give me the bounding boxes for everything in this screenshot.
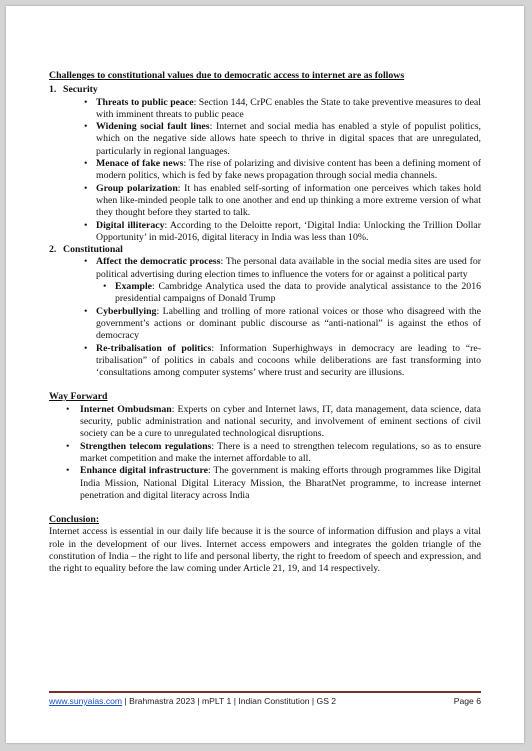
list-item: • Group polarization: It has enabled self-sorting of information one perceives which takes hold when like-minded people talk to one another and end up thinking a more extreme version of what they thought before they started to talk.: [49, 183, 481, 220]
footer-divider: [49, 691, 481, 693]
list-item: • Digital illiteracy: According to the Deloitte report, ‘Digital India: Unlocking the Trillion Dollar Opportunity’ in mid-2016, digital literacy in India was less than 10%.: [49, 220, 481, 245]
conclusion-heading: Conclusion:: [49, 514, 100, 526]
way-forward-list: [49, 404, 481, 502]
way-forward-heading: Way Forward: [49, 391, 108, 403]
page-content: [49, 70, 481, 576]
list-item: • Internet Ombudsman: Experts on cyber and Internet laws, IT, data management, data science, data security, public administration and national security, and involvement of eminent sections of civil society can be a cure to unregulated technological disruptions.: [49, 404, 481, 441]
list-item: • Affect the democratic process: The personal data available in the social media sites are used for political advertising during election times to influence the voters for or against a political party • Example: Cambridge Analytica used the data to provide analytical assistance to the 2016 presidential campaigns of Donald Trump: [49, 256, 481, 305]
document-page: [6, 6, 524, 743]
list-item: • Widening social fault lines: Internet and social media has enabled a style of populist politics, which on the negative side allows hate speech to thrive in digital spaces that are unregulated, particularly in regional languages.: [49, 121, 481, 158]
list-item: • Menace of fake news: The rise of polarizing and divisive content has been a defining moment of modern politics, which is fed by fake news propagation through social media channels.: [49, 158, 481, 183]
security-list: [49, 97, 481, 245]
list-item: • Cyberbullying: Labelling and trolling of more rational voices or those who disagreed with the government’s actions or dominant public discourse as “anti-national” is against the ethos of democracy: [49, 306, 481, 343]
constitutional-list: [49, 256, 481, 379]
section-heading: Challenges to constitutional values due to democratic access to internet are as follows: [49, 70, 405, 81]
sub-list-item: • Example: Cambridge Analytica used the data to provide analytical assistance to the 2016 presidential campaigns of Donald Trump: [49, 281, 481, 306]
section-title-constitutional: 2. Constitutional: [49, 244, 123, 256]
section-title-security: 1. Security: [49, 84, 98, 96]
sub-list: [96, 281, 481, 306]
list-item: • Enhance digital infrastructure: The government is making efforts through programmes like Digital India Mission, National Digital Literacy Mission, the BharatNet programme, to increase internet penetration and digital literacy across India: [49, 465, 481, 502]
list-item: • Re-tribalisation of politics: Information Superhighways in democracy are leading to “re-tribalisation” of politics in cabals and cocoons while deliberations are fast transforming into ‘consultations among computer systems’ where trust and security are illusions.: [49, 343, 481, 380]
page-footer: [49, 695, 481, 709]
footer-text: | Brahmastra 2023 | mPLT 1 | Indian Constitution | GS 2: [122, 696, 337, 706]
list-item: • Threats to public peace: Section 144, CrPC enables the State to take preventive measures to deal with imminent threats to public peace: [49, 97, 481, 122]
website-link[interactable]: www.sunyaias.com: [49, 696, 123, 706]
list-item: • Strengthen telecom regulations: There is a need to strengthen telecom regulations, so as to ensure market competition and make the internet affordable to all.: [49, 441, 481, 466]
conclusion-paragraph: Internet access is essential in our daily life because it is the source of information diffusion and plays a vital role in the development of our lives. Internet access empowers and integrates the golden triangle of the constitution of India – the right to life and personal liberty, the right to freedom of speech and expression, and the right to equality before the law coming under Article 21, 19, and 14 respectively.: [49, 526, 481, 575]
page-number: Page 6: [453, 696, 481, 706]
